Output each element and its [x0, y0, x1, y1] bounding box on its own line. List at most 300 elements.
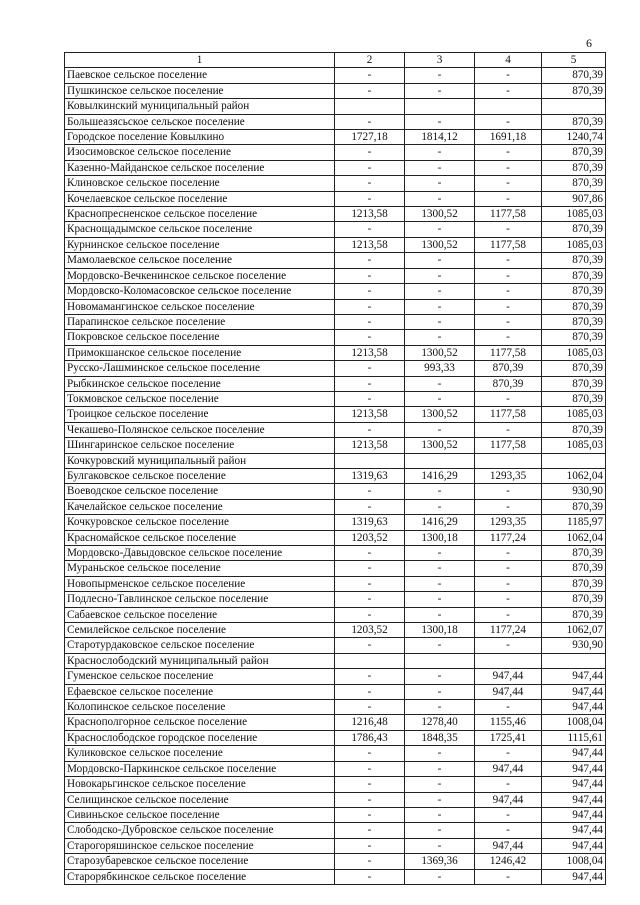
settlement-name-cell: Парапинское сельское поселение [65, 314, 335, 329]
value-cell-c4: 1691,18 [475, 130, 542, 145]
value-cell-c3: - [405, 83, 475, 98]
value-cell-c2: - [335, 607, 405, 622]
value-cell-c2: - [335, 700, 405, 715]
value-cell-c2: - [335, 576, 405, 591]
value-cell-c3: 993,33 [405, 361, 475, 376]
value-cell-c2: 1216,48 [335, 715, 405, 730]
settlement-name-cell: Селищинское сельское поселение [65, 792, 335, 807]
section-header-row [65, 453, 606, 468]
value-cell-c4: - [475, 777, 542, 792]
empty-cell [405, 99, 475, 114]
table-header-row [65, 53, 606, 68]
value-cell-c2: - [335, 592, 405, 607]
value-cell-c2: - [335, 268, 405, 283]
section-header-row [65, 653, 606, 668]
header-cell: 2 [335, 53, 405, 68]
value-cell-c4: 947,44 [475, 792, 542, 807]
value-cell-c5: 947,44 [542, 777, 606, 792]
value-cell-c3: 1278,40 [405, 715, 475, 730]
value-cell-c2: - [335, 299, 405, 314]
value-cell-c5: 870,39 [542, 253, 606, 268]
value-cell-c2: - [335, 561, 405, 576]
value-cell-c4: - [475, 592, 542, 607]
value-cell-c4: 947,44 [475, 761, 542, 776]
value-cell-c5: 907,86 [542, 191, 606, 206]
table-row [65, 546, 606, 561]
value-cell-c4: 947,44 [475, 838, 542, 853]
value-cell-c4: - [475, 561, 542, 576]
value-cell-c5: 1062,04 [542, 530, 606, 545]
value-cell-c3: - [405, 68, 475, 83]
value-cell-c3: 1300,52 [405, 207, 475, 222]
value-cell-c5: 870,39 [542, 561, 606, 576]
value-cell-c5: 870,39 [542, 546, 606, 561]
table-row [65, 176, 606, 191]
value-cell-c3: - [405, 700, 475, 715]
value-cell-c2: - [335, 684, 405, 699]
table-row [65, 145, 606, 160]
value-cell-c2: - [335, 422, 405, 437]
settlement-name-cell: Краснощадымское сельское поселение [65, 222, 335, 237]
value-cell-c2: - [335, 761, 405, 776]
value-cell-c4: 1155,46 [475, 715, 542, 730]
settlement-name-cell: Казенно-Майданское сельское поселение [65, 160, 335, 175]
table-row [65, 160, 606, 175]
value-cell-c4: - [475, 284, 542, 299]
table-row [65, 222, 606, 237]
table-row [65, 838, 606, 853]
table-row [65, 376, 606, 391]
value-cell-c2: 1213,58 [335, 345, 405, 360]
settlement-name-cell: Старорябкинское сельское поселение [65, 869, 335, 884]
value-cell-c4: - [475, 391, 542, 406]
value-cell-c2: - [335, 68, 405, 83]
value-cell-c5: 1115,61 [542, 730, 606, 745]
district-heading: Краснослободский муниципальный район [65, 653, 335, 668]
table-row [65, 607, 606, 622]
empty-cell [475, 99, 542, 114]
value-cell-c3: - [405, 669, 475, 684]
table-row [65, 823, 606, 838]
value-cell-c2: - [335, 854, 405, 869]
value-cell-c2: - [335, 222, 405, 237]
value-cell-c3: - [405, 176, 475, 191]
value-cell-c2: 1786,43 [335, 730, 405, 745]
table-row [65, 68, 606, 83]
value-cell-c5: 1062,04 [542, 468, 606, 483]
settlement-name-cell: Качелайское сельское поселение [65, 499, 335, 514]
value-cell-c5: 947,44 [542, 761, 606, 776]
value-cell-c3: 1300,52 [405, 345, 475, 360]
value-cell-c3: 1300,52 [405, 438, 475, 453]
value-cell-c4: 1293,35 [475, 515, 542, 530]
table-row [65, 515, 606, 530]
table-row [65, 592, 606, 607]
value-cell-c5: 870,39 [542, 160, 606, 175]
header-cell: 4 [475, 53, 542, 68]
value-cell-c5: 870,39 [542, 68, 606, 83]
table-row [65, 361, 606, 376]
settlement-name-cell: Покровское сельское поселение [65, 330, 335, 345]
value-cell-c2: 1213,58 [335, 237, 405, 252]
value-cell-c2: - [335, 253, 405, 268]
settlement-name-cell: Новомамангинское сельское поселение [65, 299, 335, 314]
header-cell: 5 [542, 53, 606, 68]
value-cell-c2: 1213,58 [335, 407, 405, 422]
settlement-name-cell: Семилейское сельское поселение [65, 623, 335, 638]
settlement-name-cell: Пушкинское сельское поселение [65, 83, 335, 98]
settlement-name-cell: Изосимовское сельское поселение [65, 145, 335, 160]
value-cell-c2: - [335, 792, 405, 807]
value-cell-c3: - [405, 823, 475, 838]
value-cell-c5: 1085,03 [542, 407, 606, 422]
value-cell-c5: 870,39 [542, 607, 606, 622]
table-row [65, 268, 606, 283]
table-row [65, 854, 606, 869]
table-row [65, 191, 606, 206]
value-cell-c3: 1814,12 [405, 130, 475, 145]
value-cell-c4: - [475, 176, 542, 191]
value-cell-c5: 947,44 [542, 669, 606, 684]
value-cell-c3: 1848,35 [405, 730, 475, 745]
value-cell-c5: 947,44 [542, 838, 606, 853]
settlement-name-cell: Гуменское сельское поселение [65, 669, 335, 684]
value-cell-c2: - [335, 484, 405, 499]
settlement-name-cell: Куликовское сельское поселение [65, 746, 335, 761]
value-cell-c4: 1177,58 [475, 345, 542, 360]
value-cell-c3: - [405, 422, 475, 437]
value-cell-c2: - [335, 669, 405, 684]
value-cell-c5: 870,39 [542, 299, 606, 314]
value-cell-c4: - [475, 607, 542, 622]
value-cell-c3: - [405, 253, 475, 268]
value-cell-c2: - [335, 546, 405, 561]
value-cell-c3: - [405, 746, 475, 761]
settlement-name-cell: Паевское сельское поселение [65, 68, 335, 83]
value-cell-c5: 947,44 [542, 684, 606, 699]
settlement-name-cell: Подлесно-Тавлинское сельское поселение [65, 592, 335, 607]
empty-cell [475, 653, 542, 668]
empty-cell [335, 653, 405, 668]
value-cell-c3: - [405, 838, 475, 853]
value-cell-c4: 1177,24 [475, 623, 542, 638]
table-row [65, 253, 606, 268]
value-cell-c3: - [405, 869, 475, 884]
settlement-name-cell: Курнинское сельское поселение [65, 237, 335, 252]
table-row [65, 792, 606, 807]
value-cell-c5: 870,39 [542, 330, 606, 345]
settlement-name-cell: Кочкуровское сельское поселение [65, 515, 335, 530]
value-cell-c4: - [475, 145, 542, 160]
settlement-name-cell: Клиновское сельское поселение [65, 176, 335, 191]
settlement-name-cell: Старотурдаковское сельское поселение [65, 638, 335, 653]
district-heading: Ковылкинский муниципальный район [65, 99, 335, 114]
value-cell-c4: - [475, 222, 542, 237]
value-cell-c3: - [405, 546, 475, 561]
value-cell-c3: 1416,29 [405, 515, 475, 530]
value-cell-c2: - [335, 191, 405, 206]
table-row [65, 700, 606, 715]
value-cell-c4: - [475, 484, 542, 499]
settlement-name-cell: Новопырменское сельское поселение [65, 576, 335, 591]
table-row [65, 761, 606, 776]
value-cell-c4: - [475, 330, 542, 345]
value-cell-c5: 870,39 [542, 361, 606, 376]
section-header-row [65, 99, 606, 114]
table-row [65, 330, 606, 345]
table-row [65, 807, 606, 822]
value-cell-c4: 1293,35 [475, 468, 542, 483]
table-row [65, 391, 606, 406]
value-cell-c4: - [475, 746, 542, 761]
table-row [65, 314, 606, 329]
value-cell-c5: 947,44 [542, 807, 606, 822]
value-cell-c3: - [405, 792, 475, 807]
value-cell-c5: 870,39 [542, 499, 606, 514]
table-body [65, 68, 606, 885]
value-cell-c2: - [335, 361, 405, 376]
table-row [65, 638, 606, 653]
settlement-name-cell: Кочелаевское сельское поселение [65, 191, 335, 206]
value-cell-c4: - [475, 499, 542, 514]
value-cell-c5: 1240,74 [542, 130, 606, 145]
settlement-name-cell: Краснополгорное сельское поселение [65, 715, 335, 730]
value-cell-c5: 947,44 [542, 746, 606, 761]
value-cell-c5: 1085,03 [542, 438, 606, 453]
value-cell-c3: 1300,18 [405, 623, 475, 638]
value-cell-c5: 870,39 [542, 268, 606, 283]
value-cell-c2: - [335, 160, 405, 175]
settlement-name-cell: Мордовско-Вечкенинское сельское поселение [65, 268, 335, 283]
value-cell-c4: - [475, 314, 542, 329]
value-cell-c2: - [335, 284, 405, 299]
settlement-name-cell: Старозубаревское сельское поселение [65, 854, 335, 869]
settlement-name-cell: Булгаковское сельское поселение [65, 468, 335, 483]
settlement-name-cell: Мордовско-Коломасовское сельское поселение [65, 284, 335, 299]
value-cell-c3: - [405, 761, 475, 776]
value-cell-c3: - [405, 145, 475, 160]
value-cell-c5: 870,39 [542, 176, 606, 191]
value-cell-c4: 870,39 [475, 376, 542, 391]
value-cell-c5: 1085,03 [542, 237, 606, 252]
value-cell-c4: 1177,58 [475, 207, 542, 222]
value-cell-c3: - [405, 499, 475, 514]
value-cell-c3: - [405, 592, 475, 607]
tariff-table [64, 52, 606, 885]
value-cell-c2: - [335, 145, 405, 160]
header-cell: 3 [405, 53, 475, 68]
value-cell-c2: - [335, 869, 405, 884]
value-cell-c5: 1185,97 [542, 515, 606, 530]
value-cell-c3: 1300,52 [405, 237, 475, 252]
value-cell-c3: 1300,52 [405, 407, 475, 422]
table-row [65, 114, 606, 129]
settlement-name-cell: Троицкое сельское поселение [65, 407, 335, 422]
value-cell-c3: - [405, 576, 475, 591]
value-cell-c5: 1008,04 [542, 715, 606, 730]
value-cell-c4: 947,44 [475, 669, 542, 684]
value-cell-c4: - [475, 422, 542, 437]
header-cell: 1 [65, 53, 335, 68]
settlement-name-cell: Городское поселение Ковылкино [65, 130, 335, 145]
value-cell-c4: - [475, 191, 542, 206]
settlement-name-cell: Русско-Лашминское сельское поселение [65, 361, 335, 376]
table-row [65, 869, 606, 884]
settlement-name-cell: Краснопресненское сельское поселение [65, 207, 335, 222]
value-cell-c2: 1213,58 [335, 438, 405, 453]
settlement-name-cell: Чекашево-Полянское сельское поселение [65, 422, 335, 437]
value-cell-c2: - [335, 391, 405, 406]
value-cell-c2: - [335, 777, 405, 792]
table-row [65, 530, 606, 545]
settlement-name-cell: Новокарьгинское сельское поселение [65, 777, 335, 792]
value-cell-c2: - [335, 176, 405, 191]
empty-cell [335, 453, 405, 468]
value-cell-c2: - [335, 807, 405, 822]
value-cell-c5: 870,39 [542, 114, 606, 129]
empty-cell [542, 99, 606, 114]
value-cell-c2: - [335, 83, 405, 98]
table-row [65, 468, 606, 483]
value-cell-c2: 1319,63 [335, 515, 405, 530]
value-cell-c4: 1725,41 [475, 730, 542, 745]
value-cell-c5: 870,39 [542, 145, 606, 160]
value-cell-c4: 870,39 [475, 361, 542, 376]
settlement-name-cell: Мордовско-Паркинское сельское поселение [65, 761, 335, 776]
value-cell-c5: 930,90 [542, 484, 606, 499]
value-cell-c2: 1319,63 [335, 468, 405, 483]
settlement-name-cell: Красномайское сельское поселение [65, 530, 335, 545]
value-cell-c5: 870,39 [542, 422, 606, 437]
value-cell-c3: - [405, 391, 475, 406]
table-row [65, 237, 606, 252]
table-row [65, 438, 606, 453]
settlement-name-cell: Старогоряшинское сельское поселение [65, 838, 335, 853]
table-row [65, 499, 606, 514]
table-row [65, 777, 606, 792]
table-row [65, 730, 606, 745]
table-row [65, 407, 606, 422]
table-row [65, 623, 606, 638]
value-cell-c5: 947,44 [542, 792, 606, 807]
value-cell-c4: 1177,58 [475, 407, 542, 422]
value-cell-c4: 1177,58 [475, 237, 542, 252]
value-cell-c5: 870,39 [542, 592, 606, 607]
value-cell-c5: 1062,07 [542, 623, 606, 638]
value-cell-c3: 1369,36 [405, 854, 475, 869]
value-cell-c4: - [475, 299, 542, 314]
value-cell-c3: - [405, 284, 475, 299]
value-cell-c2: - [335, 330, 405, 345]
value-cell-c2: - [335, 376, 405, 391]
empty-cell [475, 453, 542, 468]
value-cell-c4: - [475, 638, 542, 653]
value-cell-c3: - [405, 484, 475, 499]
value-cell-c5: 947,44 [542, 869, 606, 884]
value-cell-c3: - [405, 638, 475, 653]
table-row [65, 422, 606, 437]
table-row [65, 576, 606, 591]
value-cell-c4: 1177,58 [475, 438, 542, 453]
value-cell-c4: - [475, 576, 542, 591]
settlement-name-cell: Мамолаевское сельское поселение [65, 253, 335, 268]
value-cell-c3: - [405, 268, 475, 283]
value-cell-c2: 1203,52 [335, 623, 405, 638]
value-cell-c2: 1727,18 [335, 130, 405, 145]
value-cell-c5: 870,39 [542, 284, 606, 299]
empty-cell [405, 653, 475, 668]
empty-cell [335, 99, 405, 114]
value-cell-c4: - [475, 160, 542, 175]
value-cell-c2: 1203,52 [335, 530, 405, 545]
value-cell-c4: 1246,42 [475, 854, 542, 869]
settlement-name-cell: Большеазясьское сельское поселение [65, 114, 335, 129]
value-cell-c4: - [475, 546, 542, 561]
value-cell-c5: 870,39 [542, 391, 606, 406]
settlement-name-cell: Рыбкинское сельское поселение [65, 376, 335, 391]
value-cell-c2: - [335, 314, 405, 329]
table-row [65, 669, 606, 684]
table-row [65, 130, 606, 145]
value-cell-c2: - [335, 838, 405, 853]
value-cell-c3: - [405, 330, 475, 345]
value-cell-c4: - [475, 268, 542, 283]
value-cell-c2: 1213,58 [335, 207, 405, 222]
table-row [65, 746, 606, 761]
empty-cell [542, 653, 606, 668]
value-cell-c3: - [405, 222, 475, 237]
settlement-name-cell: Краснослободское городское поселение [65, 730, 335, 745]
value-cell-c4: - [475, 253, 542, 268]
settlement-name-cell: Мураньское сельское поселение [65, 561, 335, 576]
value-cell-c2: - [335, 499, 405, 514]
empty-cell [405, 453, 475, 468]
settlement-name-cell: Сивиньское сельское поселение [65, 807, 335, 822]
district-heading: Кочкуровский муниципальный район [65, 453, 335, 468]
value-cell-c4: - [475, 869, 542, 884]
settlement-name-cell: Примокшанское сельское поселение [65, 345, 335, 360]
value-cell-c3: - [405, 684, 475, 699]
value-cell-c5: 870,39 [542, 222, 606, 237]
settlement-name-cell: Шингаринское сельское поселение [65, 438, 335, 453]
value-cell-c4: - [475, 68, 542, 83]
value-cell-c4: - [475, 807, 542, 822]
settlement-name-cell: Ефаевское сельское поселение [65, 684, 335, 699]
table-row [65, 207, 606, 222]
table-row [65, 345, 606, 360]
value-cell-c5: 947,44 [542, 700, 606, 715]
value-cell-c3: - [405, 777, 475, 792]
value-cell-c3: - [405, 299, 475, 314]
value-cell-c3: - [405, 807, 475, 822]
value-cell-c4: - [475, 823, 542, 838]
value-cell-c3: - [405, 561, 475, 576]
value-cell-c2: - [335, 746, 405, 761]
table-row [65, 83, 606, 98]
table-row [65, 299, 606, 314]
value-cell-c5: 1008,04 [542, 854, 606, 869]
value-cell-c5: 1085,03 [542, 207, 606, 222]
value-cell-c5: 1085,03 [542, 345, 606, 360]
table-row [65, 484, 606, 499]
value-cell-c2: - [335, 114, 405, 129]
page-number: 6 [586, 36, 592, 50]
value-cell-c3: 1300,18 [405, 530, 475, 545]
settlement-name-cell: Слободско-Дубровское сельское поселение [65, 823, 335, 838]
settlement-name-cell: Токмовское сельское поселение [65, 391, 335, 406]
value-cell-c4: 947,44 [475, 684, 542, 699]
settlement-name-cell: Колопинское сельское поселение [65, 700, 335, 715]
